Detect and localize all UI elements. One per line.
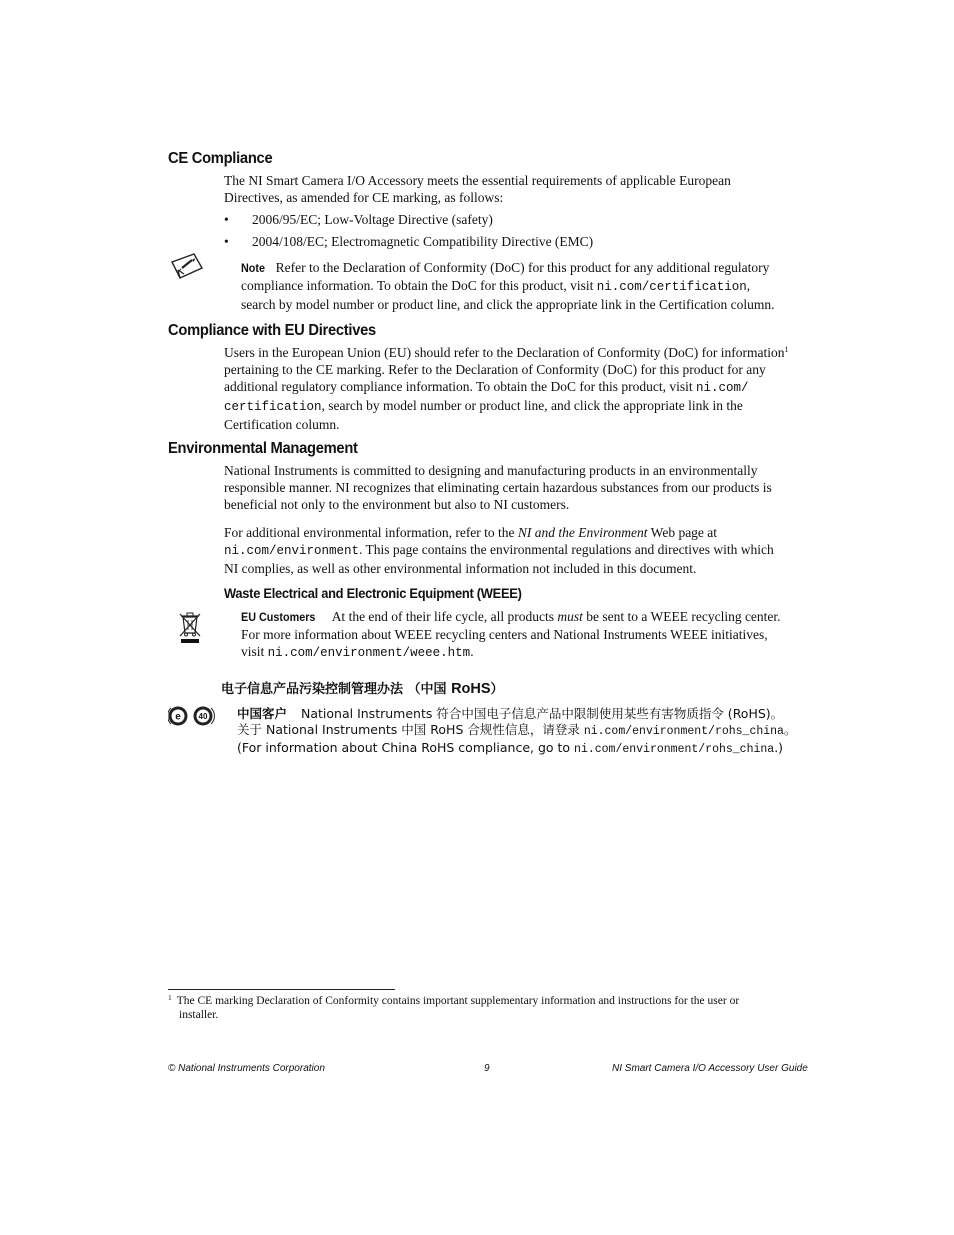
china-customers-label: 中国客户 (237, 706, 288, 721)
footnote-rule (168, 989, 395, 990)
heading-eu-directives: Compliance with EU Directives (168, 322, 376, 339)
weee-must: must (557, 609, 583, 624)
ni-environment-title: NI and the Environment (517, 525, 648, 540)
footer-copyright: © National Instruments Corporation (168, 1063, 325, 1074)
certification-link-part-1[interactable]: ni.com/ (695, 381, 749, 395)
note-pencil-icon (170, 252, 206, 280)
ce-intro-line-2: Directives, as amended for CE marking, as follows: (224, 190, 504, 205)
footnote-text-1: The CE marking Declaration of Conformity contains important supplementary information and instructions for the user or (176, 995, 740, 1007)
env-p1-line-1: National Instruments is committed to designing and manufacturing products in an environmentally (224, 463, 758, 478)
eu-line-3 (224, 378, 788, 397)
ce-intro (224, 172, 731, 206)
footnote (168, 994, 739, 1022)
ce-bullet-list (224, 211, 593, 255)
footnote-ref[interactable]: 1 (784, 345, 789, 354)
footnote-line-1 (168, 994, 739, 1008)
eu-customers-label: EU Customers (241, 610, 316, 624)
ce-bullet-text: 2004/108/EC; Electromagnetic Compatibility Directive (EMC) (252, 234, 594, 249)
footnote-number: 1 (168, 993, 172, 1002)
env-p2-text-1b: Web page at (647, 525, 718, 540)
weee-link[interactable]: ni.com/environment/weee.htm (267, 646, 471, 660)
ce-note-line-2 (241, 277, 774, 296)
env-paragraph-1 (224, 462, 772, 513)
weee-text-3b: . (470, 644, 474, 659)
rohs-line-2 (237, 722, 796, 740)
ce-bullet-item (224, 211, 593, 233)
env-p2-text-1a: For additional environmental information, refer to the (224, 525, 518, 540)
ce-note-line-3: search by model number or product line, and click the appropriate link in the Certification column. (241, 297, 775, 312)
heading-ce-compliance: CE Compliance (168, 150, 273, 167)
rohs-text-3b: .) (774, 740, 784, 755)
environment-link[interactable]: ni.com/environment (224, 544, 360, 558)
footer-guide-title: NI Smart Camera I/O Accessory User Guide (612, 1063, 808, 1074)
eu-line-1 (224, 344, 788, 361)
env-p1-line-2: responsible manner. NI recognizes that eliminating certain hazardous substances from our products is (224, 480, 772, 495)
rohs-heading-end: ） (490, 682, 504, 697)
note-label: Note (241, 261, 266, 275)
rohs-e-40-icon (168, 705, 216, 727)
env-p2-line-3: NI complies, as well as other environmental information not included in this document. (224, 561, 697, 576)
weee-line-3 (241, 643, 781, 662)
crossed-bin-icon (178, 611, 202, 645)
eu-text-4b: , search by model number or product line, and click the appropriate link in the (321, 398, 743, 413)
bullet-mark: • (224, 234, 229, 249)
ce-note-text-2a: compliance information. To obtain the DoC for this product, visit (241, 278, 597, 293)
eu-text-3a: additional regulatory compliance information. To obtain the DoC for this product, visit (224, 379, 696, 394)
eu-line-5: Certification column. (224, 417, 340, 432)
heading-environmental-management: Environmental Management (168, 440, 358, 457)
rohs-icon-40: 40 (198, 712, 208, 721)
certification-link[interactable]: ni.com/certification (596, 280, 747, 294)
rohs-china-link-en[interactable]: ni.com/environment/rohs_china (574, 743, 775, 756)
ce-note-text-1: Refer to the Declaration of Conformity (DoC) for this product for any additional regulatory (275, 260, 770, 275)
ce-intro-line-1: The NI Smart Camera I/O Accessory meets the essential requirements of applicable European (224, 173, 731, 188)
ce-note (241, 259, 774, 313)
rohs-line-1 (237, 706, 796, 722)
env-paragraph-2 (224, 524, 774, 577)
eu-text-1: Users in the European Union (EU) should refer to the Declaration of Conformity (DoC) for information (224, 345, 785, 360)
eu-paragraph (224, 344, 788, 433)
rohs-line-3 (237, 740, 796, 758)
rohs-text-1: National Instruments 符合中国电子信息产品中限制使用某些有害物质指令 (RoHS)。 (301, 706, 784, 721)
footer-page-number: 9 (484, 1063, 490, 1074)
env-p2-line-1 (224, 524, 774, 541)
rohs-text-2b: 。 (783, 722, 797, 737)
footnote-line-2: installer. (179, 1009, 219, 1021)
weee-line-2: For more information about WEEE recycling centers and National Instruments WEEE initiatives, (241, 627, 768, 642)
rohs-note (237, 706, 796, 758)
ce-bullet-text: 2006/95/EC; Low-Voltage Directive (safety) (252, 212, 493, 227)
rohs-text-3a: (For information about China RoHS compliance, go to (237, 740, 575, 755)
ce-bullet-item (224, 233, 593, 255)
bullet-mark: • (224, 212, 229, 227)
ce-note-line-1 (241, 259, 774, 277)
weee-text-1a: At the end of their life cycle, all products (331, 609, 558, 624)
rohs-text-2a: 关于 National Instruments 中国 RoHS 合规性信息，请登录 (237, 722, 584, 737)
eu-line-2: pertaining to the CE marking. Refer to the Declaration of Conformity (DoC) for this product for any (224, 362, 766, 377)
eu-line-4 (224, 397, 788, 416)
env-p2-line-2 (224, 541, 774, 560)
weee-note (241, 608, 781, 662)
rohs-heading-latin: RoHS (451, 681, 491, 697)
weee-text-1b: be sent to a WEEE recycling center. (582, 609, 781, 624)
certification-link-part-2[interactable]: certification (224, 400, 322, 414)
heading-china-rohs (221, 678, 504, 697)
rohs-heading-cn: 电子信息产品污染控制管理办法 （中国 (221, 682, 452, 697)
heading-weee: Waste Electrical and Electronic Equipment (WEEE) (224, 585, 522, 601)
env-p1-line-3: beneficial not only to the environment but also to NI customers. (224, 497, 570, 512)
env-p2-text-2b: . This page contains the environmental regulations and directives with which (359, 542, 774, 557)
rohs-china-link-cn[interactable]: ni.com/environment/rohs_china (583, 725, 784, 738)
weee-text-3a: visit (241, 644, 268, 659)
weee-line-1 (241, 608, 781, 626)
ce-note-text-2b: , (746, 278, 751, 293)
rohs-icon-e: e (175, 711, 181, 723)
